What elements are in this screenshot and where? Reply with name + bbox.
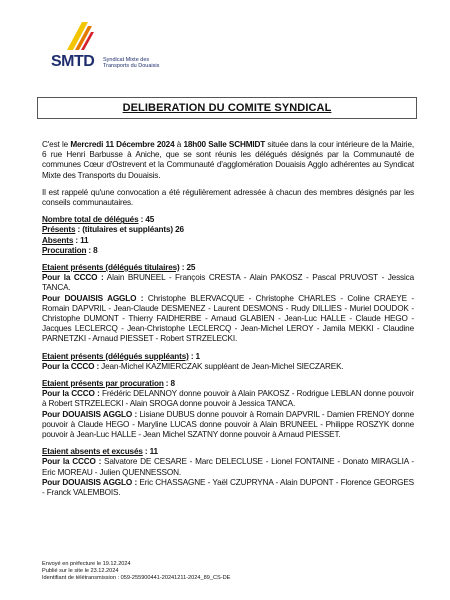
intro-text-a: C'est le: [42, 140, 71, 149]
absents-da-label: Pour DOUAISIS AGGLO :: [42, 477, 138, 487]
page-title: DELIBERATION DU COMITE SYNDICAL: [122, 102, 332, 114]
count-total: [42, 215, 414, 225]
procuration-ccco: [42, 389, 414, 409]
titulaires-ccco-names: Alain BRUNEEL - François CRESTA - Alain PAKOSZ - Pascal PRUVOST - Jessica TANCA.: [42, 273, 414, 293]
absents-ccco: [42, 457, 414, 477]
suppleants-ccco-names: Jean-Michel KAZMIERCZAK suppléant de Jean-Michel SIECZAREK.: [99, 361, 344, 371]
title-box: [37, 97, 417, 119]
suppleants-heading-label: Etaient présents (délégués suppléants): [42, 351, 189, 361]
logo-acronym: SMTD: [51, 53, 95, 70]
count-present-label: Présents: [42, 225, 76, 235]
procuration-heading: [42, 379, 414, 389]
transmission-footer: [42, 561, 230, 583]
count-absent: [42, 236, 414, 246]
intro-text-d: située dans la cour intérieure de la Mairie, 6 rue Henri Barbusse à Aniche, que se sont réunis les délégués désignés par la Communauté de communes Cœur d'Ostrevent et la Communauté d'agglomération Douaisis Agglo adhérentes au Syndicat Mixte des Transports du Douaisis.: [42, 140, 414, 180]
suppleants-heading: [42, 352, 414, 362]
intro-paragraph: [42, 140, 414, 181]
logo-subtitle: Syndicat Mixte des Transports du Douaisis: [103, 57, 160, 69]
smtd-logo-icon: [64, 20, 94, 52]
procuration-heading-label: Etaient présents par procuration: [42, 379, 164, 389]
footer-published: Publié sur le site le 23.12.2024: [42, 568, 119, 575]
absents-count: : 11: [142, 447, 158, 457]
titulaires-count: : 25: [179, 263, 196, 273]
procuration-da: [42, 410, 414, 441]
count-proxy: [42, 246, 414, 256]
titulaires-da: [42, 294, 414, 345]
count-proxy-label: Procuration: [42, 245, 87, 255]
convocation-paragraph: Il est rappelé qu'une convocation a été régulièrement adressée à chacun des membres désignés par les conseils communautaires.: [42, 187, 414, 208]
meeting-room: Salle SCHMIDT: [208, 140, 266, 149]
procuration-da-names: Lisiane DUBUS donne pouvoir à Romain DAPVRIL - Damien FRENOY donne pouvoir à Claude HEGO - Maryline LUCAS donne pouvoir à Alain BRUNEEL - Philippe ROSZYK donne pouvoir à Jean-Luc HALLE - Jean Michel SZATNY donne pouvoir à Arnaud PIESSET.: [42, 409, 414, 440]
smtd-logo: [50, 20, 180, 82]
procuration-ccco-names: Frédéric DELANNOY donne pouvoir à Alain PAKOSZ - Rodrigue LEBLAN donne pouvoir à Robert STRZELECKI - Alain SROGA donne pouvoir à Jessica TANCA.: [42, 389, 414, 409]
count-present-value: : (titulaires et suppléants) 26: [75, 225, 184, 235]
count-present: [42, 225, 414, 235]
count-proxy-value: : 8: [86, 245, 98, 255]
titulaires-da-names: Christophe BLERVACQUE - Christophe CHARLES - Coline CRAEYE - Romain DAPVRIL - Jean-Claude DESMENEZ - Laurent DESMONS - Rudy DILLIES - Muriel DOUDOK - Christophe DUMONT - Thierry FAIDHERBE - Arnaud GLABIEN - Jean-Luc HALLE - Claude HEGO - Jacques LECLERCQ - Jean-Christophe LECLERCQ - Jean-Michel LEROY - Jamila MEKKI - Claudine PARNETZKI - Arnaud PIESSET - Robert STRZELECKI.: [42, 293, 414, 344]
footer-prefecture: Envoyé en préfecture le 19.12.2024: [42, 561, 131, 567]
procuration-count: : 8: [163, 379, 175, 389]
titulaires-heading-label: Etaient présents (délégués titulaires): [42, 263, 180, 273]
meeting-date: Mercredi 11 Décembre 2024: [70, 140, 175, 149]
titulaires-ccco: [42, 273, 414, 293]
document-body: [42, 140, 414, 498]
absents-heading-label: Etaient absents et excusés: [42, 447, 143, 457]
intro-text-b: à: [174, 140, 184, 149]
suppleants-ccco: [42, 362, 414, 372]
procuration-ccco-label: Pour la CCCO :: [42, 389, 100, 399]
absents-ccco-names: Salvatore DE CESARE - Marc DELECLUSE - Lionel FONTAINE - Donato MIRAGLIA - Eric MOREAU - Julien QUENNESSON.: [42, 457, 414, 477]
suppleants-ccco-label: Pour la CCCO :: [42, 361, 100, 371]
suppleants-count: : 1: [188, 351, 200, 361]
titulaires-da-label: Pour DOUAISIS AGGLO :: [42, 293, 144, 303]
absents-da: [42, 478, 414, 498]
count-total-value: : 45: [138, 215, 155, 225]
absents-heading: [42, 447, 414, 457]
meeting-time: 18h00: [183, 140, 206, 149]
procuration-da-label: Pour DOUAISIS AGGLO :: [42, 409, 138, 419]
count-total-label: Nombre total de délégués: [42, 215, 139, 225]
absents-da-names: Eric CHASSAGNE - Yaël CZUPRYNA - Alain DUPONT - Florence GEORGES - Franck VALEMBOIS.: [42, 477, 414, 498]
titulaires-ccco-label: Pour la CCCO :: [42, 273, 104, 283]
footer-identifier: Identifiant de télétransmission : 059-255900441-20241211-2024_89_CS-DE: [42, 575, 231, 582]
count-absent-value: : 11: [73, 235, 89, 245]
titulaires-heading: [42, 263, 414, 273]
absents-ccco-label: Pour la CCCO :: [42, 457, 102, 467]
count-absent-label: Absents: [42, 235, 74, 245]
